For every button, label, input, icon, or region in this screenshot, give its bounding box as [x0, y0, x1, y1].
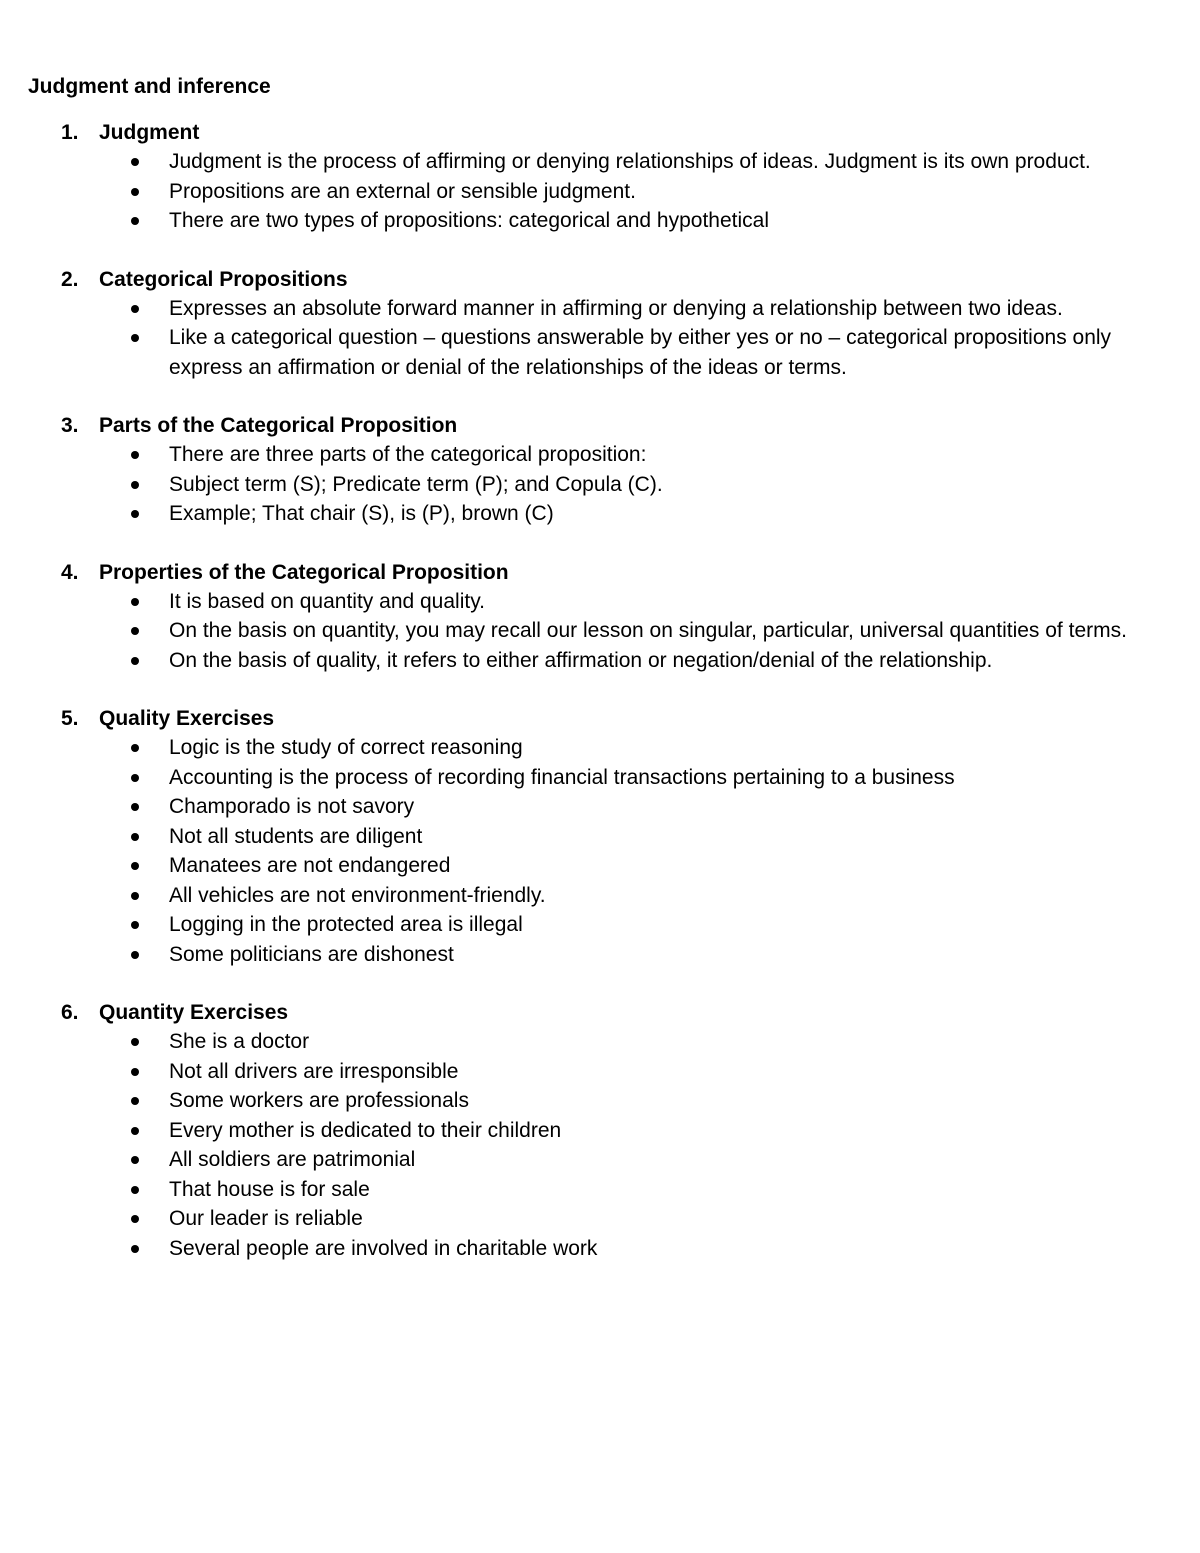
list-item	[28, 499, 1178, 529]
section-heading-text: Categorical Propositions	[99, 267, 348, 291]
bullet-dot-icon	[131, 892, 139, 900]
section-number: 2.	[61, 267, 79, 291]
section-number: 6.	[61, 1001, 79, 1024]
list-item	[28, 1234, 1178, 1264]
list-item	[28, 822, 1178, 852]
bullet-dot-icon	[131, 1156, 139, 1164]
list-item-text: All soldiers are patrimonial	[169, 1148, 416, 1171]
list-item-text: She is a doctor	[169, 1030, 310, 1053]
bullet-dot-icon	[131, 1186, 139, 1194]
bullet-dot-icon	[131, 744, 139, 752]
bullet-dot-icon	[131, 334, 139, 342]
list-item-text: Not all students are diligent	[169, 824, 423, 848]
list-item	[28, 940, 1178, 970]
bullet-list	[28, 294, 1178, 383]
document-page	[28, 72, 1178, 1292]
list-item	[28, 440, 1178, 470]
section-number: 3.	[61, 414, 79, 437]
section-heading	[28, 411, 1178, 440]
section	[28, 998, 1178, 1263]
section-list	[28, 118, 1178, 1263]
list-item-text: There are three parts of the categorical proposition:	[169, 443, 647, 466]
list-item	[28, 294, 1178, 324]
list-item-text: Accounting is the process of recording financial transactions pertaining to a business	[169, 765, 955, 789]
list-item	[28, 177, 1178, 207]
list-item	[28, 616, 1178, 646]
list-item	[28, 1175, 1178, 1205]
list-item-text: On the basis of quality, it refers to either affirmation or negation/denial of the relationship.	[169, 648, 993, 672]
bullet-dot-icon	[131, 833, 139, 841]
list-item-text: Subject term (S); Predicate term (P); and Copula (C).	[169, 472, 663, 496]
bullet-list	[28, 147, 1178, 236]
list-item-text: Manatees are not endangered	[169, 854, 451, 877]
list-item	[28, 763, 1178, 793]
bullet-dot-icon	[131, 598, 139, 606]
list-item-text: Our leader is reliable	[169, 1207, 363, 1230]
bullet-dot-icon	[131, 921, 139, 929]
list-item-text: On the basis on quantity, you may recall our lesson on singular, particular, universal quantities of terms.	[169, 619, 1127, 642]
list-item-text: Example; That chair (S), is (P), brown (C)	[169, 502, 554, 525]
bullet-dot-icon	[131, 451, 139, 459]
bullet-dot-icon	[131, 158, 139, 166]
list-item-text: Propositions are an external or sensible judgment.	[169, 179, 636, 203]
section-number: 5.	[61, 707, 79, 730]
bullet-list	[28, 733, 1178, 969]
list-item-text: Some workers are professionals	[169, 1089, 469, 1112]
section-heading-text: Quality Exercises	[99, 707, 275, 730]
bullet-dot-icon	[131, 1127, 139, 1135]
section	[28, 118, 1178, 236]
bullet-dot-icon	[131, 510, 139, 518]
bullet-dot-icon	[131, 305, 139, 313]
section-heading	[28, 998, 1178, 1027]
list-item	[28, 1116, 1178, 1146]
bullet-dot-icon	[131, 657, 139, 665]
section	[28, 704, 1178, 969]
bullet-dot-icon	[131, 774, 139, 782]
bullet-dot-icon	[131, 1068, 139, 1076]
bullet-dot-icon	[131, 803, 139, 811]
bullet-dot-icon	[131, 1097, 139, 1105]
section-number: 4.	[61, 560, 79, 584]
list-item-text: Judgment is the process of affirming or denying relationships of ideas. Judgment is its own product.	[169, 150, 1091, 173]
list-item	[28, 910, 1178, 940]
list-item-text: Like a categorical question – questions answerable by either yes or no – categorical propositions only express an affirmation or denial of the relationships of the ideas or terms.	[169, 326, 1112, 379]
bullet-dot-icon	[131, 217, 139, 225]
list-item	[28, 792, 1178, 822]
section-heading-text: Properties of the Categorical Proposition	[99, 560, 509, 584]
list-item-text: Logic is the study of correct reasoning	[169, 736, 523, 759]
section-heading-text: Quantity Exercises	[99, 1001, 289, 1024]
list-item-text: All vehicles are not environment-friendly.	[169, 883, 546, 907]
section-heading	[28, 118, 1178, 147]
document-title: Judgment and inference	[28, 75, 271, 98]
list-item	[28, 587, 1178, 617]
list-item	[28, 147, 1178, 177]
list-item	[28, 1204, 1178, 1234]
section-heading-text: Judgment	[99, 121, 200, 144]
bullet-dot-icon	[131, 1038, 139, 1046]
list-item-text: Every mother is dedicated to their children	[169, 1118, 562, 1142]
list-item-text: Some politicians are dishonest	[169, 942, 454, 966]
bullet-dot-icon	[131, 1215, 139, 1223]
list-item-text: There are two types of propositions: categorical and hypothetical	[169, 209, 770, 232]
list-item-text: Not all drivers are irresponsible	[169, 1059, 459, 1083]
bullet-dot-icon	[131, 481, 139, 489]
list-item	[28, 646, 1178, 676]
list-item	[28, 323, 1178, 382]
list-item	[28, 1145, 1178, 1175]
bullet-dot-icon	[131, 627, 139, 635]
section-number: 1.	[61, 121, 79, 144]
bullet-list	[28, 440, 1178, 529]
list-item	[28, 470, 1178, 500]
list-item	[28, 733, 1178, 763]
list-item-text: That house is for sale	[169, 1177, 370, 1201]
bullet-dot-icon	[131, 1245, 139, 1253]
section-heading	[28, 265, 1178, 294]
list-item	[28, 1027, 1178, 1057]
list-item	[28, 1086, 1178, 1116]
bullet-list	[28, 1027, 1178, 1263]
section-heading-text: Parts of the Categorical Proposition	[99, 414, 458, 437]
bullet-list	[28, 587, 1178, 676]
section	[28, 411, 1178, 529]
list-item	[28, 206, 1178, 236]
section-heading	[28, 704, 1178, 733]
section-heading	[28, 558, 1178, 587]
list-item-text: Expresses an absolute forward manner in affirming or denying a relationship between two ideas.	[169, 296, 1063, 320]
list-item-text: It is based on quantity and quality.	[169, 589, 485, 613]
list-item-text: Several people are involved in charitable work	[169, 1236, 598, 1260]
section	[28, 265, 1178, 383]
bullet-dot-icon	[131, 188, 139, 196]
list-item-text: Champorado is not savory	[169, 795, 415, 818]
list-item	[28, 881, 1178, 911]
bullet-dot-icon	[131, 951, 139, 959]
list-item	[28, 851, 1178, 881]
list-item-text: Logging in the protected area is illegal	[169, 913, 523, 936]
bullet-dot-icon	[131, 862, 139, 870]
section	[28, 558, 1178, 676]
list-item	[28, 1057, 1178, 1087]
